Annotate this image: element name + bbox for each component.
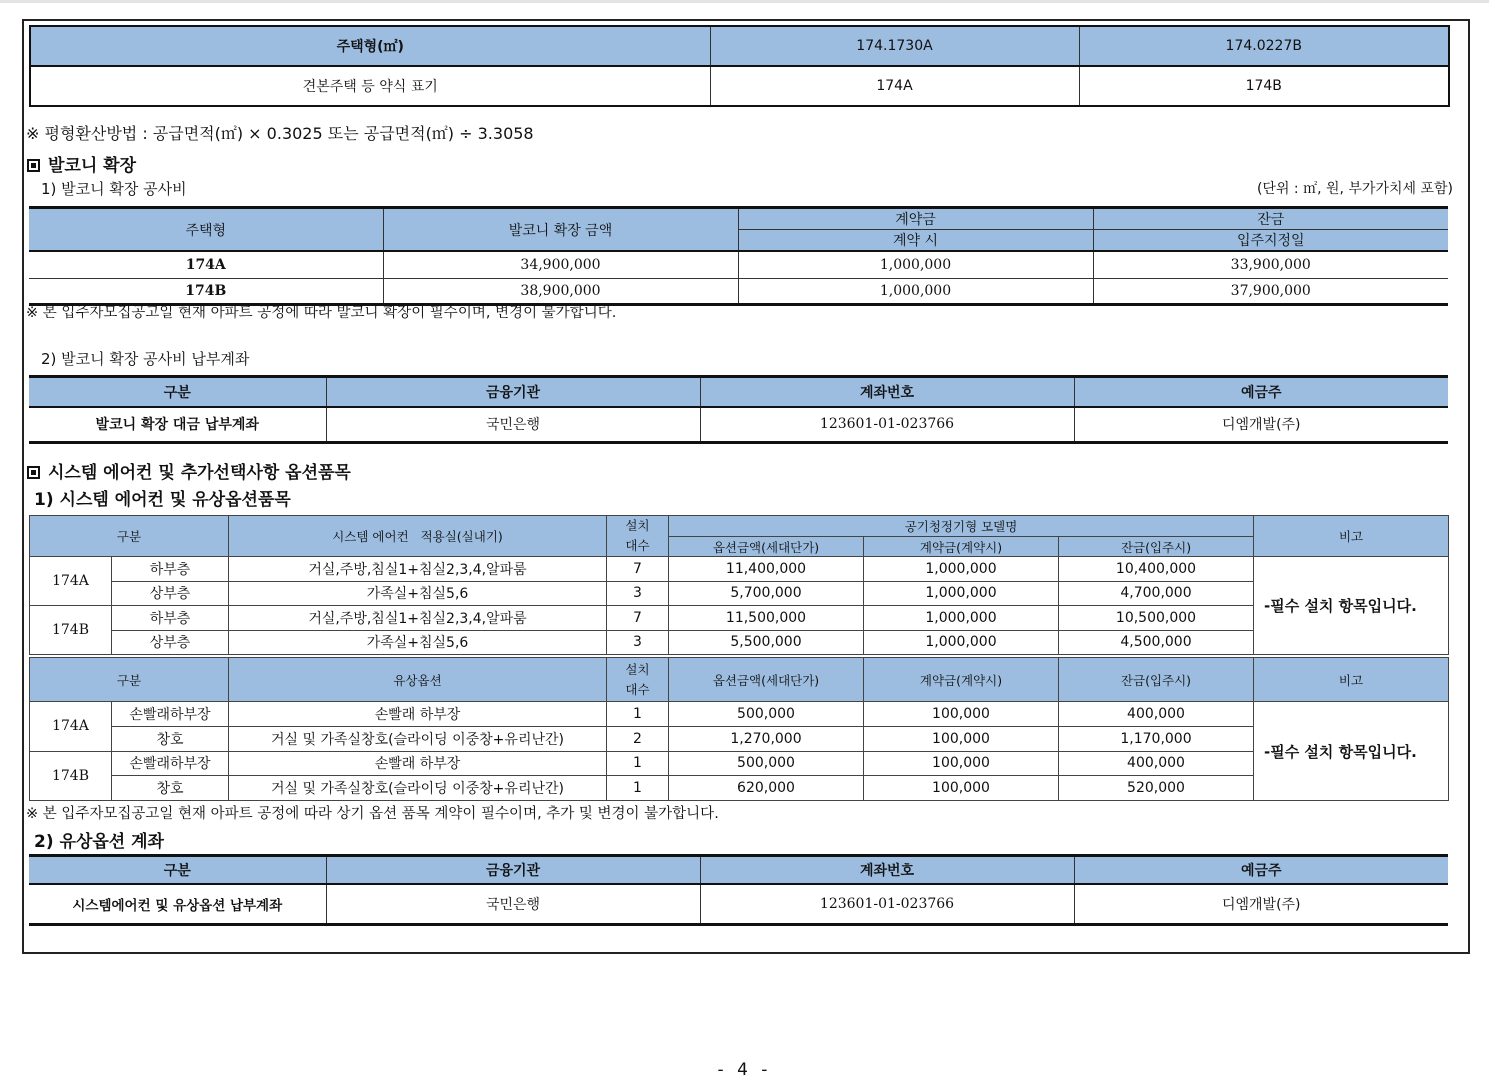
aircon-price: 11,500,000	[669, 606, 864, 631]
aircon-header-units: 설치 대수	[607, 516, 669, 557]
balcony-header-balance-when: 입주지정일	[1093, 230, 1448, 252]
header-type-a: 174.1730A	[710, 26, 1079, 66]
acct-header-bank: 금융기관	[326, 377, 700, 407]
house-type-table	[29, 25, 1450, 107]
aircon-floor: 하부층	[112, 606, 229, 631]
paid-balance: 1,170,000	[1059, 726, 1254, 751]
paid-item: 손빨래하부장	[112, 702, 229, 727]
aircon-price: 11,400,000	[669, 557, 864, 582]
options-section-title	[27, 458, 351, 483]
acct-header-category: 구분	[29, 856, 326, 884]
header-house-type: 주택형(㎡)	[30, 26, 710, 66]
aircon-header-category: 구분	[30, 516, 229, 557]
paid-header-deposit: 계약금(계약시)	[864, 658, 1059, 702]
aircon-room: 가족실+침실5,6	[229, 630, 607, 655]
balcony-title-text: 발코니 확장	[48, 156, 137, 176]
balcony-header-deposit-when: 계약 시	[738, 230, 1093, 252]
square-bullet-icon	[27, 466, 40, 479]
balcony-cost-table	[29, 206, 1448, 306]
paid-deposit: 100,000	[864, 702, 1059, 727]
aircon-header-model-group: 공기청정기형 모델명	[669, 516, 1254, 537]
unit-note: (단위 : ㎡, 원, 부가가치세 포함)	[1256, 181, 1453, 197]
aircon-balance: 4,500,000	[1059, 630, 1254, 655]
paid-header-remark: 비고	[1254, 658, 1449, 702]
paid-price: 1,270,000	[669, 726, 864, 751]
aircon-balance: 10,500,000	[1059, 606, 1254, 631]
paid-option: 손빨래 하부장	[229, 702, 607, 727]
aircon-deposit: 1,000,000	[864, 606, 1059, 631]
paid-item: 손빨래하부장	[112, 751, 229, 776]
aircon-header-price: 옵션금액(세대단가)	[669, 537, 864, 557]
aircon-room: 거실,주방,침실1+침실2,3,4,알파룸	[229, 606, 607, 631]
paid-option: 거실 및 가족실창호(슬라이딩 이중창+유리난간)	[229, 776, 607, 801]
options-title-text: 시스템 에어컨 및 추가선택사항 옵션품목	[48, 463, 351, 483]
aircon-units: 3	[607, 630, 669, 655]
acct-category: 발코니 확장 대금 납부계좌	[29, 407, 326, 443]
balcony-row-amount: 38,900,000	[383, 278, 738, 304]
aircon-deposit: 1,000,000	[864, 630, 1059, 655]
options-subtitle-1: 1) 시스템 에어컨 및 유상옵션품목	[34, 490, 291, 510]
acct-number: 123601-01-023766	[700, 884, 1074, 925]
aircon-deposit: 1,000,000	[864, 557, 1059, 582]
page-number: - 4 -	[717, 1060, 772, 1080]
paid-price: 500,000	[669, 751, 864, 776]
acct-header-number: 계좌번호	[700, 856, 1074, 884]
aircon-price: 5,500,000	[669, 630, 864, 655]
balcony-note: ※ 본 입주자모집공고일 현재 아파트 공정에 따라 발코니 확장이 필수이며, 변경이 불가합니다.	[26, 305, 617, 321]
balcony-account-subtitle: 2) 발코니 확장 공사비 납부계좌	[41, 350, 250, 368]
balcony-header-type: 주택형	[29, 208, 383, 252]
aircon-price: 5,700,000	[669, 581, 864, 606]
abbrev-a: 174A	[710, 66, 1079, 106]
paid-units: 2	[607, 726, 669, 751]
acct-header-category: 구분	[29, 377, 326, 407]
acct-number: 123601-01-023766	[700, 407, 1074, 443]
paid-units: 1	[607, 751, 669, 776]
paid-header-category: 구분	[30, 658, 229, 702]
paid-deposit: 100,000	[864, 776, 1059, 801]
aircon-floor: 하부층	[112, 557, 229, 582]
balcony-row-balance: 37,900,000	[1093, 278, 1448, 304]
acct-header-holder: 예금주	[1074, 377, 1448, 407]
aircon-remark: -필수 설치 항목입니다.	[1254, 557, 1449, 655]
paid-option: 거실 및 가족실창호(슬라이딩 이중창+유리난간)	[229, 726, 607, 751]
aircon-floor: 상부층	[112, 581, 229, 606]
header-type-b: 174.0227B	[1079, 26, 1449, 66]
paid-header-units: 설치 대수	[607, 658, 669, 702]
abbrev-label: 견본주택 등 약식 표기	[30, 66, 710, 106]
balcony-section-title	[27, 151, 136, 176]
aircon-type: 174B	[30, 606, 112, 655]
paid-option: 손빨래 하부장	[229, 751, 607, 776]
acct-bank: 국민은행	[326, 407, 700, 443]
aircon-option-table	[29, 515, 1449, 655]
acct-holder: 디엠개발(주)	[1074, 884, 1448, 925]
paid-balance: 400,000	[1059, 702, 1254, 727]
balcony-header-balance: 잔금	[1093, 208, 1448, 230]
aircon-floor: 상부층	[112, 630, 229, 655]
paid-price: 500,000	[669, 702, 864, 727]
paid-header-option: 유상옵션	[229, 658, 607, 702]
paid-units: 1	[607, 776, 669, 801]
paid-balance: 400,000	[1059, 751, 1254, 776]
acct-header-bank: 금융기관	[326, 856, 700, 884]
acct-header-holder: 예금주	[1074, 856, 1448, 884]
abbrev-b: 174B	[1079, 66, 1449, 106]
balcony-row-balance: 33,900,000	[1093, 251, 1448, 278]
options-account-table	[29, 854, 1448, 926]
aircon-units: 7	[607, 557, 669, 582]
balcony-row-type: 174A	[29, 251, 383, 278]
balcony-header-amount: 발코니 확장 금액	[383, 208, 738, 252]
paid-units: 1	[607, 702, 669, 727]
aircon-deposit: 1,000,000	[864, 581, 1059, 606]
paid-item: 창호	[112, 776, 229, 801]
balcony-account-table	[29, 375, 1448, 444]
paid-item: 창호	[112, 726, 229, 751]
paid-option-table	[29, 657, 1449, 801]
top-divider	[0, 0, 1489, 3]
acct-bank: 국민은행	[326, 884, 700, 925]
aircon-header-balance: 잔금(입주시)	[1059, 537, 1254, 557]
paid-deposit: 100,000	[864, 751, 1059, 776]
aircon-units: 7	[607, 606, 669, 631]
aircon-room: 가족실+침실5,6	[229, 581, 607, 606]
aircon-type: 174A	[30, 557, 112, 606]
balcony-cost-subtitle: 1) 발코니 확장 공사비	[41, 180, 187, 198]
acct-holder: 디엠개발(주)	[1074, 407, 1448, 443]
aircon-header-remark: 비고	[1254, 516, 1449, 557]
square-bullet-icon	[27, 159, 40, 172]
paid-type: 174B	[30, 751, 112, 801]
acct-header-number: 계좌번호	[700, 377, 1074, 407]
options-subtitle-2: 2) 유상옵션 계좌	[34, 832, 164, 852]
aircon-header-deposit: 계약금(계약시)	[864, 537, 1059, 557]
aircon-balance: 4,700,000	[1059, 581, 1254, 606]
options-note: ※ 본 입주자모집공고일 현재 아파트 공정에 따라 상기 옵션 품목 계약이 필수이며, 추가 및 변경이 불가합니다.	[26, 806, 719, 822]
aircon-room: 거실,주방,침실1+침실2,3,4,알파룸	[229, 557, 607, 582]
balcony-row-amount: 34,900,000	[383, 251, 738, 278]
paid-type: 174A	[30, 702, 112, 752]
acct-category: 시스템에어컨 및 유상옵션 납부계좌	[29, 884, 326, 925]
aircon-balance: 10,400,000	[1059, 557, 1254, 582]
balcony-header-deposit: 계약금	[738, 208, 1093, 230]
balcony-row-deposit: 1,000,000	[738, 278, 1093, 304]
balcony-row-type: 174B	[29, 278, 383, 304]
paid-deposit: 100,000	[864, 726, 1059, 751]
aircon-units: 3	[607, 581, 669, 606]
paid-header-price: 옵션금액(세대단가)	[669, 658, 864, 702]
balcony-row-deposit: 1,000,000	[738, 251, 1093, 278]
aircon-header-room: 시스템 에어컨 적용실(실내기)	[229, 516, 607, 557]
paid-balance: 520,000	[1059, 776, 1254, 801]
paid-remark: -필수 설치 항목입니다.	[1254, 702, 1449, 801]
paid-header-balance: 잔금(입주시)	[1059, 658, 1254, 702]
paid-price: 620,000	[669, 776, 864, 801]
pyeong-note: ※ 평형환산방법 : 공급면적(㎡) × 0.3025 또는 공급면적(㎡) ÷ 3.3058	[26, 124, 534, 143]
